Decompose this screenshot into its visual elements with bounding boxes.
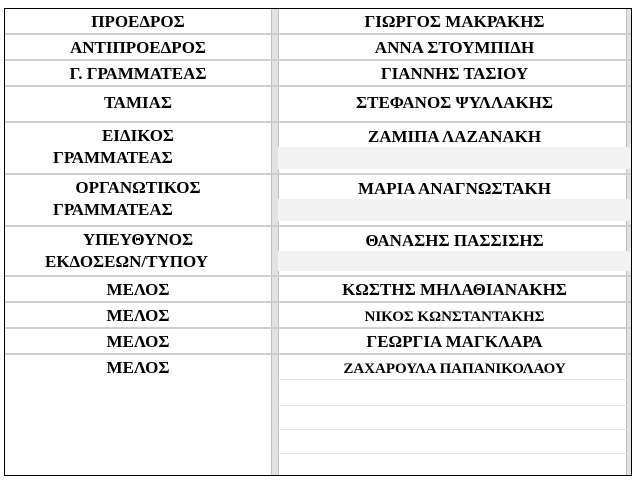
table-row-member-2	[5, 303, 631, 329]
table-row-organizing-secretary	[5, 175, 631, 227]
role-cell: Γ. ΓΡΑΜΜΑΤΕΑΣ	[69, 64, 207, 83]
role-cell: ΠΡΟΕΔΡΟΣ	[91, 12, 185, 31]
empty-rule	[278, 453, 631, 454]
role-line: ΥΠΕΥΘΥΝΟΣ	[82, 230, 194, 249]
table-row-vice-president	[5, 35, 631, 61]
table-row-treasurer	[5, 87, 631, 123]
name-cell: ΖΑΜΙΠΑ ΛΑΖΑΝΑΚΗ	[367, 127, 542, 146]
name-cell: ΓΕΩΡΓΙΑ ΜΑΓΚΛΑΡΑ	[366, 332, 543, 351]
committee-table	[4, 8, 632, 476]
role-cell	[5, 125, 271, 169]
table-row-member-3	[5, 329, 631, 355]
empty-rule	[278, 405, 631, 406]
name-cell: ΓΙΑΝΝΗΣ ΤΑΣΙΟΥ	[380, 64, 529, 83]
role-cell: ΜΕΛΟΣ	[106, 332, 170, 351]
table-row-general-secretary	[5, 61, 631, 87]
name-cell: ΑΝΝΑ ΣΤΟΥΜΠΙΔΗ	[374, 38, 535, 57]
empty-rule	[278, 379, 631, 380]
name-cell: ΣΤΕΦΑΝΟΣ ΨΥΛΛΑΚΗΣ	[355, 93, 554, 112]
table-row-publications-officer	[5, 227, 631, 277]
role-cell: ΑΝΤΙΠΡΟΕΔΡΟΣ	[69, 38, 207, 57]
role-line: ΓΡΑΜΜΑΤΕΑΣ	[53, 200, 173, 219]
cell-shade	[278, 251, 631, 271]
role-cell	[5, 229, 271, 273]
name-cell: ΚΩΣΤΗΣ ΜΗΛΑΘΙΑΝΑΚΗΣ	[342, 280, 567, 299]
name-cell: ΘΑΝΑΣΗΣ ΠΑΣΣΙΣΗΣ	[365, 231, 544, 250]
name-cell: ΖΑΧΑΡΟΥΛΑ ΠΑΠΑΝΙΚΟΛΑΟΥ	[343, 361, 566, 377]
role-line: ΟΡΓΑΝΩΤΙΚΟΣ	[75, 178, 201, 197]
cell-shade	[278, 147, 631, 169]
role-cell: ΜΕΛΟΣ	[106, 280, 170, 299]
table-row-president	[5, 9, 631, 35]
role-line: ΕΙΔΙΚΟΣ	[101, 126, 175, 145]
role-line: ΓΡΑΜΜΑΤΕΑΣ	[53, 148, 173, 167]
role-cell	[5, 177, 271, 221]
role-cell: ΜΕΛΟΣ	[106, 358, 170, 377]
name-cell: ΜΑΡΙΑ ΑΝΑΓΝΩΣΤΑΚΗ	[357, 179, 552, 198]
name-cell: ΓΙΩΡΓΟΣ ΜΑΚΡΑΚΗΣ	[364, 12, 545, 31]
role-cell: ΤΑΜΙΑΣ	[103, 93, 173, 112]
table-row-member-1	[5, 277, 631, 303]
empty-rule	[278, 429, 631, 430]
table-row-member-4	[5, 355, 631, 475]
role-cell: ΜΕΛΟΣ	[106, 306, 170, 325]
table-row-special-secretary	[5, 123, 631, 175]
cell-shade	[278, 199, 631, 221]
role-line: ΕΚΔΟΣΕΩΝ/ΤΥΠΟΥ	[45, 252, 209, 271]
name-cell: ΝΙΚΟΣ ΚΩΝΣΤΑΝΤΑΚΗΣ	[364, 309, 545, 325]
